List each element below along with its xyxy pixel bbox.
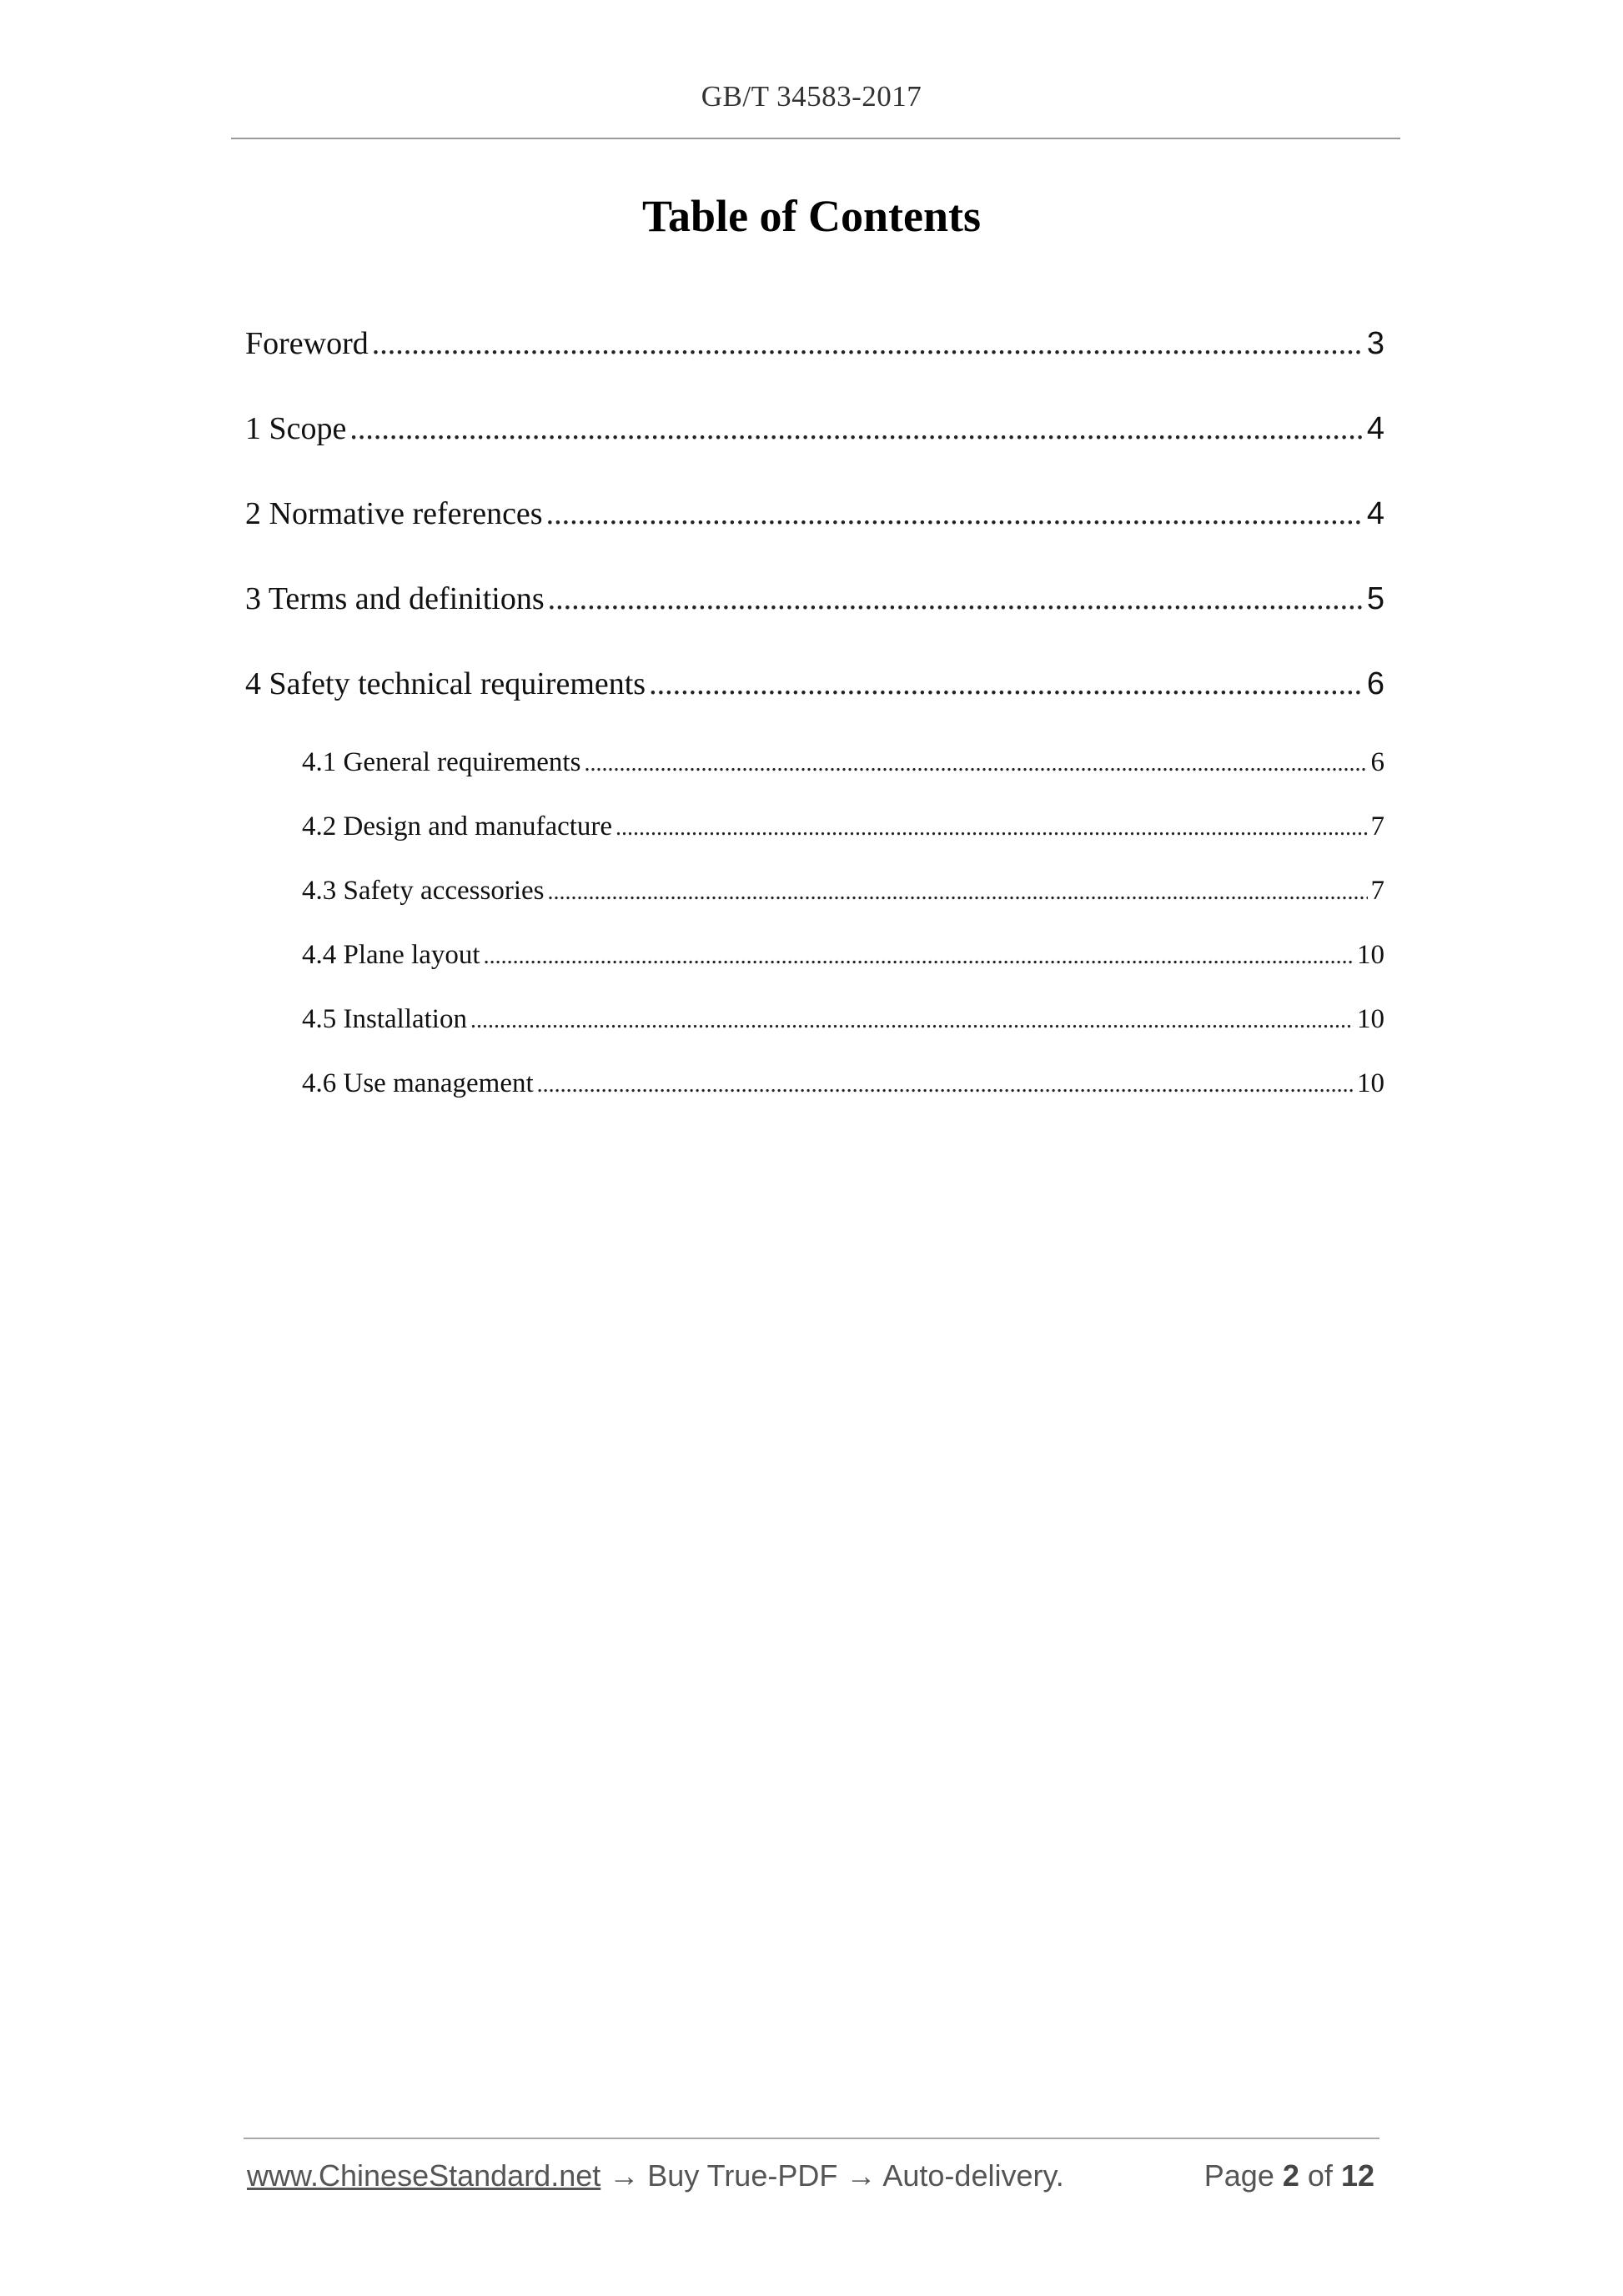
arrow-right-icon: → — [609, 2158, 640, 2193]
arrow-right-icon: → — [846, 2158, 877, 2193]
page-indicator — [1204, 2158, 1374, 2193]
document-code: GB/T 34583-2017 — [701, 80, 922, 113]
toc-entry-foreword[interactable] — [245, 325, 1384, 362]
toc-subentry-safety-accessories[interactable] — [302, 876, 1384, 907]
toc-entry-label: 4 Safety technical requirements — [245, 666, 646, 701]
dot-leader — [546, 495, 1364, 532]
toc-entry-label: Foreword — [245, 326, 369, 361]
dot-leader — [616, 811, 1367, 842]
footer-promo — [247, 2158, 1064, 2193]
toc-entry-label: 4.2 Design and manufacture — [302, 811, 613, 842]
toc-subentry-general-requirements[interactable] — [302, 747, 1384, 778]
toc-subentry-use-management[interactable] — [302, 1068, 1384, 1099]
toc-page-number: 6 — [1370, 747, 1384, 777]
page-word: Page — [1203, 2158, 1274, 2193]
toc-page-number: 4 — [1366, 496, 1384, 531]
toc-subentry-installation[interactable] — [302, 1004, 1384, 1035]
toc-entry-terms-definitions[interactable] — [245, 580, 1384, 617]
dot-leader — [548, 580, 1364, 617]
toc-entry-label: 2 Normative references — [245, 496, 543, 531]
toc-entry-label: 4.6 Use management — [302, 1068, 534, 1098]
toc-page-number: 4 — [1366, 411, 1384, 446]
toc-entry-label: 3 Terms and definitions — [245, 581, 545, 616]
toc-page-number: 5 — [1366, 581, 1384, 616]
dot-leader — [649, 666, 1364, 702]
current-page-number: 2 — [1282, 2158, 1299, 2193]
toc-entry-label: 4.3 Safety accessories — [302, 876, 545, 906]
dot-leader — [484, 940, 1354, 971]
of-word: of — [1307, 2158, 1333, 2193]
dot-leader — [349, 410, 1363, 447]
toc-page-number: 6 — [1366, 666, 1384, 701]
total-page-count: 12 — [1340, 2158, 1374, 2193]
dot-leader — [470, 1004, 1354, 1035]
toc-entry-label: 4.5 Installation — [302, 1004, 467, 1034]
toc-page-number: 10 — [1357, 940, 1384, 970]
toc-entry-normative-references[interactable] — [245, 495, 1384, 532]
toc-subentry-plane-layout[interactable] — [302, 940, 1384, 971]
toc-entry-safety-technical-requirements[interactable] — [245, 666, 1384, 702]
toc-page-number: 10 — [1357, 1068, 1384, 1098]
footer-divider — [244, 2138, 1379, 2139]
dot-leader — [547, 876, 1367, 907]
toc-entry-label: 1 Scope — [245, 411, 347, 446]
toc-page-number: 7 — [1370, 811, 1384, 842]
buy-true-pdf-text: Buy True-PDF — [647, 2158, 838, 2193]
toc-entry-label: 4.4 Plane layout — [302, 940, 480, 970]
toc-page-number: 7 — [1370, 876, 1384, 906]
toc-page-number: 10 — [1357, 1004, 1384, 1034]
toc-entry-scope[interactable] — [245, 410, 1384, 447]
website-link[interactable]: www.ChineseStandard.net — [247, 2158, 601, 2193]
page-footer — [247, 2158, 1381, 2200]
dot-leader — [537, 1068, 1354, 1099]
auto-delivery-text: Auto-delivery. — [882, 2158, 1064, 2193]
toc-page-number: 3 — [1366, 326, 1384, 361]
toc-subentry-design-manufacture[interactable] — [302, 811, 1384, 842]
dot-leader — [584, 747, 1367, 778]
toc-entry-label: 4.1 General requirements — [302, 747, 581, 777]
page-title: Table of Contents — [641, 191, 982, 241]
dot-leader — [372, 325, 1364, 362]
